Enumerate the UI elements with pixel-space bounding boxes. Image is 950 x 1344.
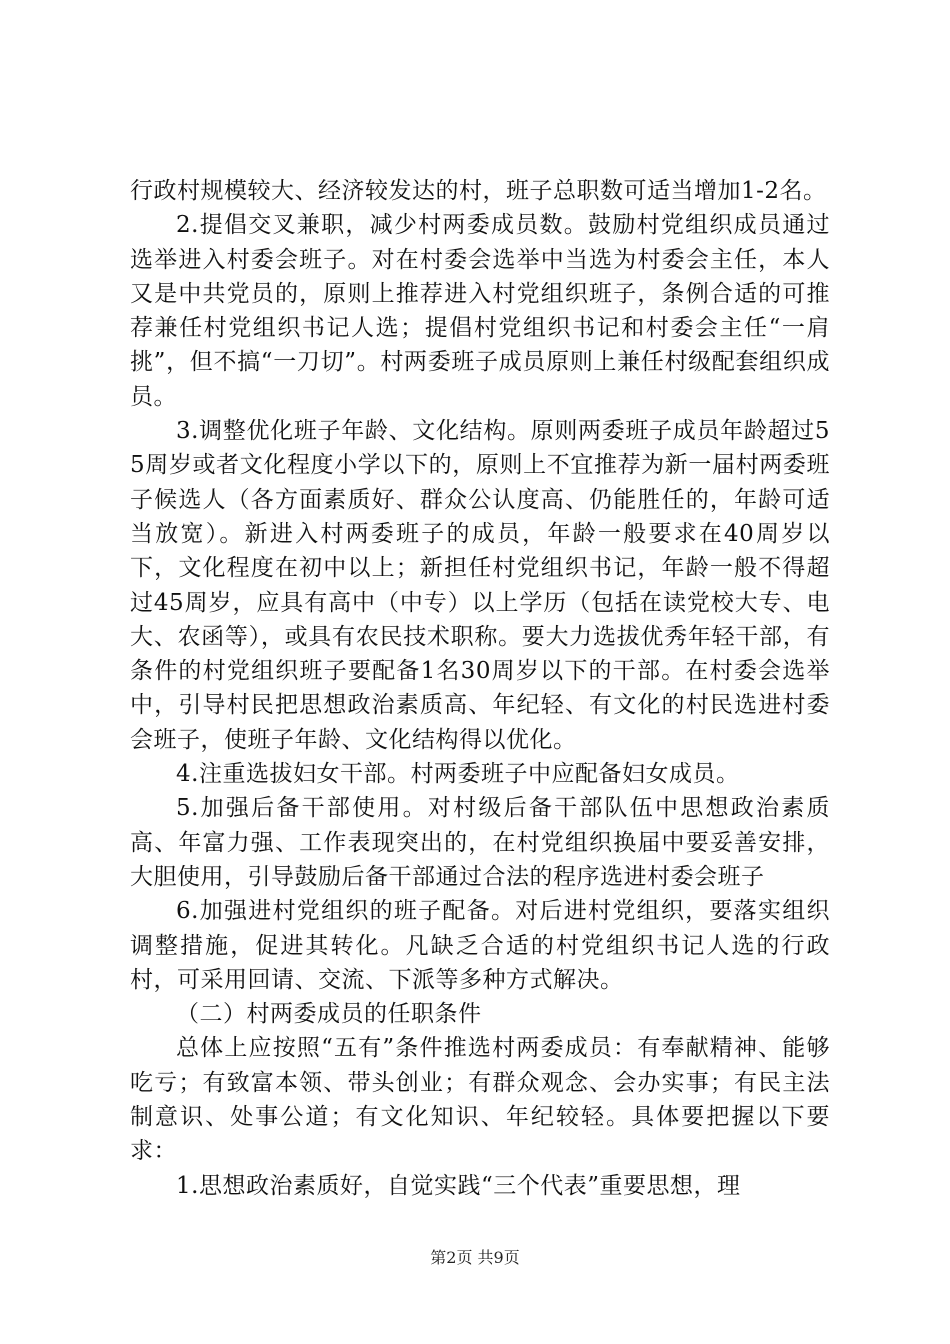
document-body: [130, 174, 830, 1203]
paragraph-6: 6.加强进村党组织的班子配备。对后进村党组织，要落实组织调整措施，促进其转化。凡缺乏合适的村党组织书记人选的行政村，可采用回请、交流、下派等多种方式解决。: [130, 898, 830, 993]
paragraph-1: 行政村规模较大、经济较发达的村，班子总职数可适当增加1-2名。: [130, 178, 827, 204]
section-heading: （二）村两委成员的任职条件: [176, 1001, 482, 1028]
paragraph-4: 4.注重选拔妇女干部。村两委班子中应配备妇女成员。: [176, 761, 740, 788]
page-number: 第2页 共9页: [430, 1248, 520, 1267]
paragraph-8: 1.思想政治素质好，自觉实践“三个代表”重要思想，理: [176, 1172, 741, 1199]
paragraph-3: 3.调整优化班子年龄、文化结构。原则两委班子成员年龄超过55周岁或者文化程度小学以下的，原则上不宜推荐为新一届村两委班子候选人（各方面素质好、群众公认度高、仍能胜任的，年龄可适当放宽）。新进入村两委班子的成员，年龄一般要求在40周岁以下，文化程度在初中以上；新担任村党组织书记，年龄一般不得超过45周岁，应具有高中（中专）以上学历（包括在读党校大专、电大、农函等），或具有农民技术职称。要大力选拔优秀年轻干部，有条件的村党组织班子要配备1名30周岁以下的干部。在村委会选举中，引导村民把思想政治素质高、年纪轻、有文化的村民选进村委会班子，使班子年龄、文化结构得以优化。: [130, 418, 830, 753]
paragraph-2: 2.提倡交叉兼职，减少村两委成员数。鼓励村党组织成员通过选举进入村委会班子。对在村委会选举中当选为村委会主任，本人又是中共党员的，原则上推荐进入村党组织班子，条例合适的可推荐兼任村党组织书记人选；提倡村党组织书记和村委会主任“一肩挑”，但不搞“一刀切”。村两委班子成员原则上兼任村级配套组织成员。: [130, 212, 830, 410]
paragraph-7: 总体上应按照“五有”条件推选村两委成员：有奉献精神、能够吃亏；有致富本领、带头创业；有群众观念、会办实事；有民主法制意识、处事公道；有文化知识、年纪较轻。具体要把握以下要求：: [130, 1035, 830, 1165]
paragraph-5: 5.加强后备干部使用。对村级后备干部队伍中思想政治素质高、年富力强、工作表现突出的，在村党组织换届中要妥善安排，大胆使用，引导鼓励后备干部通过合法的程序选进村委会班子: [130, 795, 830, 890]
